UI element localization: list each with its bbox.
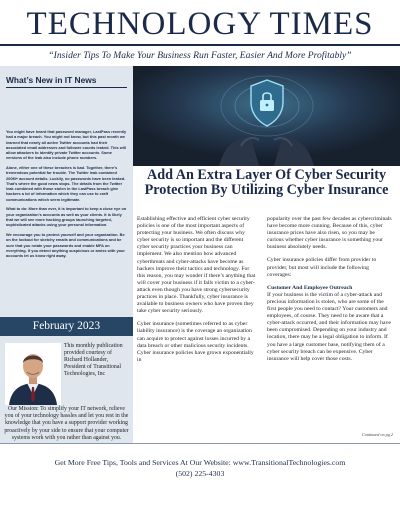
article-title: Add An Extra Layer Of Cyber Security Protection By Utilizing Cyber Insurance	[144, 167, 389, 198]
shield-lock-icon	[133, 66, 400, 166]
continued-note: Continued on pg.2	[361, 432, 393, 437]
sidebar-paragraph: Alone, either one of these breaches is bad. Together, there’s tremendous potential for trouble. The Twitter leak contained 200M+ account details. Luckily, no passwords have been leaked. That’s where the good news stops. The details from the Twitter leak combined with those stolen in the LastPass breach give hackers a lot of information which they can use to craft communications which seem legitimate.	[6, 165, 126, 202]
sidebar-rule	[6, 87, 127, 88]
article-subhead: Customer And Employee Outreach	[267, 284, 353, 291]
article-paragraph: If your business is the victim of a cyber-attack and precious information is stolen, who are some of the first people you need to contact? Your customers and employees, of course. They need to be aware that a cyber-attack occurred, and their information may have been compromised. Depending on your industry and location, there may be a legal obligation to inform. If you have a large customer base, notifying them of a cyber security breach can be expensive. Cyber insurance will help cover those costs.	[267, 291, 391, 362]
sidebar-paragraph: What to do: More than ever, it is important to keep a close eye on your organization’s accounts as well as your clients. It is likely that we will see more hacking groups launching targeted, sophisticated attacks using your personal information.	[6, 206, 127, 228]
article-column-left	[137, 216, 257, 370]
hero-image	[133, 66, 400, 166]
article-column-right	[267, 216, 393, 369]
article-paragraph: popularity over the past few decades as cybercriminals have become more cunning. Because of this, cyber insurance prices have also risen, so you may be curious whether cyber insurance is something your business absolutely needs.	[267, 216, 392, 251]
footer-website-line: Get More Free Tips, Tools and Services At Our Website: www.TransitionalTechnologies.com	[54, 458, 346, 467]
article-paragraph: Cyber insurance policies differ from provider to provider, but most will include the following coverages:	[267, 257, 377, 278]
sidebar-heading: What’s New in IT News	[6, 75, 97, 85]
newsletter-title: TECHNOLOGY TIMES	[26, 6, 374, 42]
sidebar-paragraph: We encourage you to protect yourself and your organization. Be on the lookout for sketchy emails and communications and be sure that you rotate your passwords and enable MFA on everything. If you detect anything suspicious or amiss with your accounts let us know right away.	[6, 232, 125, 259]
footer-phone: (502) 225-4303	[175, 469, 225, 478]
publisher-bio: This monthly publication provided courtesy of Richard Hollander, President of Transitional Technologies, Inc	[64, 343, 123, 378]
mission-statement: Our Mission: To simplify your IT network, relieve you of your technology hassles and let you rest in the knowledge that you have a support provider working proactively by your side to ensure that your computer systems work with you rather than against you.	[4, 406, 129, 441]
article-paragraph: Establishing effective and efficient cyber security policies is one of the most important aspects of protecting your business. We often discuss why cyber security is so important and the different cyber security practices your business can implement. We also mention how advanced cyberthreats and cyber-attacks have become as hackers improve their tactics and technology. For this reason, you may wonder if there’s anything that will cover your business if it falls victim to a cyber-attack even though you have strong cybersecurity practices in place. Thankfully, cyber insurance is available to business owners who have proven they take cyber security seriously.	[137, 216, 256, 315]
masthead-rule	[0, 44, 400, 46]
issue-date: February 2023	[32, 320, 101, 332]
sidebar-news-body	[6, 129, 128, 263]
newsletter-tagline: “Insider Tips To Make Your Business Run Faster, Easier And More Profitably”	[48, 50, 352, 61]
president-photo	[5, 343, 61, 405]
article-paragraph: Cyber insurance (sometimes referred to as cyber liability insurance) is the coverage an organization can acquire to protect against losses incurred by a data breach or other malicious security incidents. Cyber insurance policies have grown exponentially in	[137, 321, 254, 363]
person-photo-icon	[5, 343, 61, 405]
sidebar-paragraph: You might have heard that password manager, LastPass recently had a major breach. You might not know, but this past month we learned that nearly all active Twitter accounts had their associated email addresses and follower counts leaked. This will allow attackers to identify private Twitter accounts. Some versions of the leak also include phone numbers.	[6, 129, 127, 161]
issue-date-banner	[0, 317, 133, 336]
masthead	[0, 0, 400, 66]
footer-rule	[0, 443, 400, 444]
